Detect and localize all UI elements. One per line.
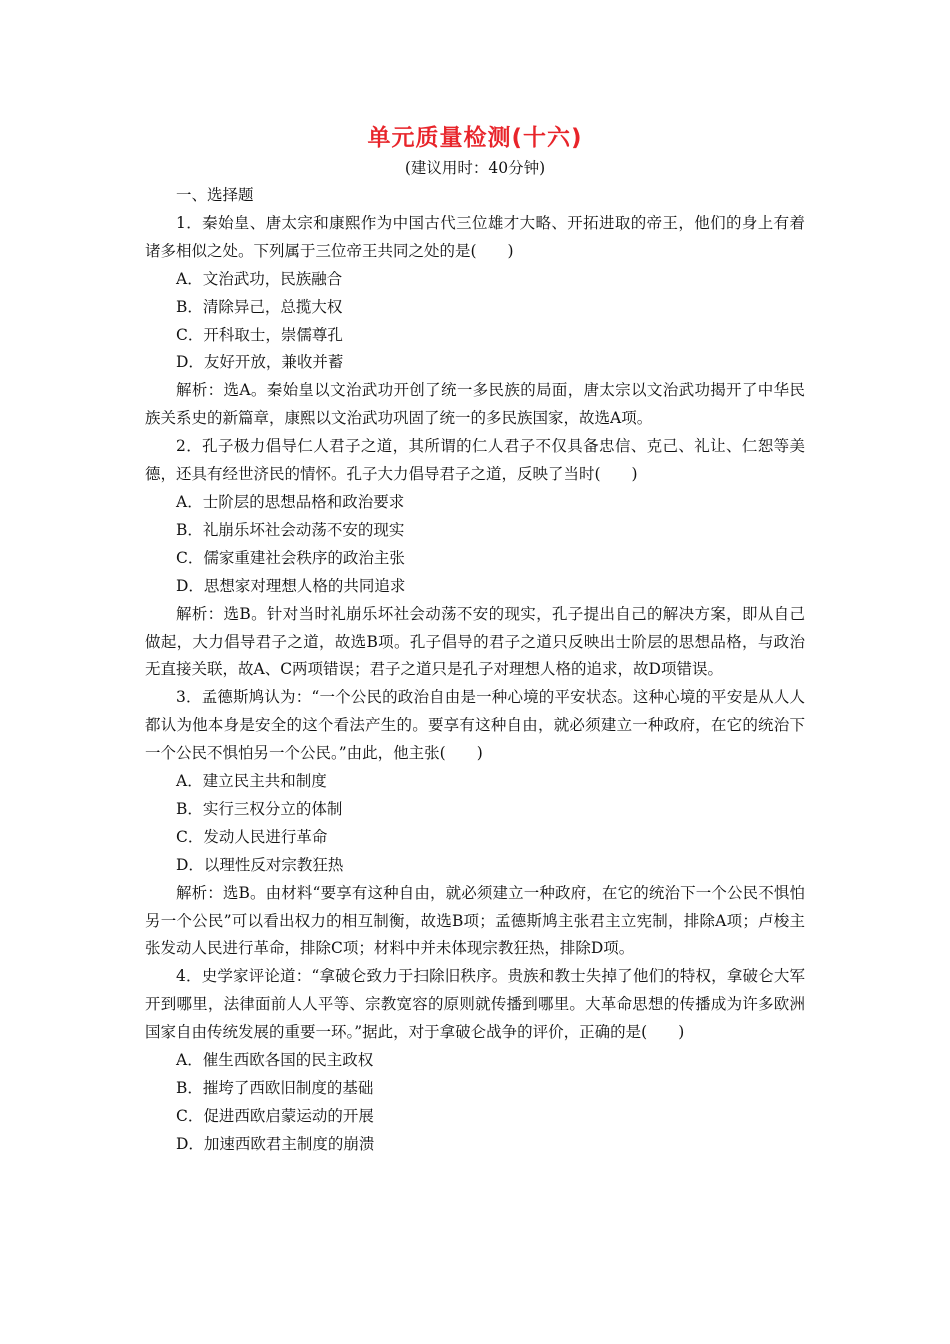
option-a: A．催生西欧各国的民主政权: [176, 1051, 374, 1070]
option-d: D．友好开放，兼收并蓄: [176, 353, 344, 372]
option-a: A．士阶层的思想品格和政治要求: [176, 492, 405, 511]
analysis-text: 解析：选B。针对当时礼崩乐坏社会动荡不安的现实，孔子提出自己的解决方案，即从自己做起，大力倡导君子之道，故选B项。孔子倡导的君子之道只反映出士阶层的思想品格，与政治无直接关联，故A、C两项错误；君子之道只是孔子对理想人格的追求，故D项错误。: [145, 604, 805, 679]
section-heading: 一、选择题: [176, 186, 254, 204]
page-subtitle: (建议用时：40分钟): [404, 159, 546, 177]
question-stem: 2．孔子极力倡导仁人君子之道，其所谓的仁人君子不仅具备忠信、克己、礼让、仁恕等美德，还具有经世济民的情怀。孔子大力倡导君子之道，反映了当时( ): [145, 437, 805, 484]
option-b: B．摧垮了西欧旧制度的基础: [176, 1079, 374, 1097]
document-body: [145, 182, 805, 1159]
question-stem: 1．秦始皇、唐太宗和康熙作为中国古代三位雄才大略、开拓进取的帝王，他们的身上有着诸多相似之处。下列属于三位帝王共同之处的是( ): [145, 213, 805, 260]
option-c: C．发动人民进行革命: [176, 827, 328, 846]
option-d: D．加速西欧君主制度的崩溃: [176, 1134, 375, 1153]
question-stem: 4．史学家评论道：“拿破仑致力于扫除旧秩序。贵族和教士失掉了他们的特权，拿破仑大军开到哪里，法律面前人人平等、宗教宽容的原则就传播到哪里。大革命思想的传播成为许多欧洲国家自由传统发展的重要一环。”据此，对于拿破仑战争的评价，正确的是( ): [145, 967, 805, 1042]
option-d: D．以理性反对宗教狂热: [176, 855, 344, 874]
question-stem: 3．孟德斯鸠认为：“一个公民的政治自由是一种心境的平安状态。这种心境的平安是从人人都认为他本身是安全的这个看法产生的。要享有这种自由，就必须建立一种政府，在它的统治下一个公民不惧怕另一个公民。”由此，他主张( ): [145, 688, 805, 763]
option-c: C．儒家重建社会秩序的政治主张: [176, 548, 405, 567]
page-title: 单元质量检测(十六): [367, 125, 583, 151]
analysis-text: 解析：选A。秦始皇以文治武功开创了统一多民族的局面，唐太宗以文治武功揭开了中华民族关系史的新篇章，康熙以文治武功巩固了统一的多民族国家，故选A项。: [145, 381, 805, 428]
option-a: A．文治武功，民族融合: [176, 269, 343, 288]
analysis-text: 解析：选B。由材料“要享有这种自由，就必须建立一种政府，在它的统治下一个公民不惧怕另一个公民”可以看出权力的相互制衡，故选B项；孟德斯鸠主张君主立宪制，排除A项；卢梭主张发动人民进行革命，排除C项；材料中并未体现宗教狂热，排除D项。: [145, 883, 805, 958]
option-c: C．开科取士，崇儒尊孔: [176, 325, 343, 344]
option-c: C．促进西欧启蒙运动的开展: [176, 1106, 374, 1125]
option-a: A．建立民主共和制度: [176, 772, 327, 791]
option-d: D．思想家对理想人格的共同追求: [176, 576, 406, 595]
option-b: B．礼崩乐坏社会动荡不安的现实: [176, 520, 405, 539]
option-b: B．实行三权分立的体制: [176, 799, 343, 818]
option-b: B．清除异己，总揽大权: [176, 297, 343, 316]
